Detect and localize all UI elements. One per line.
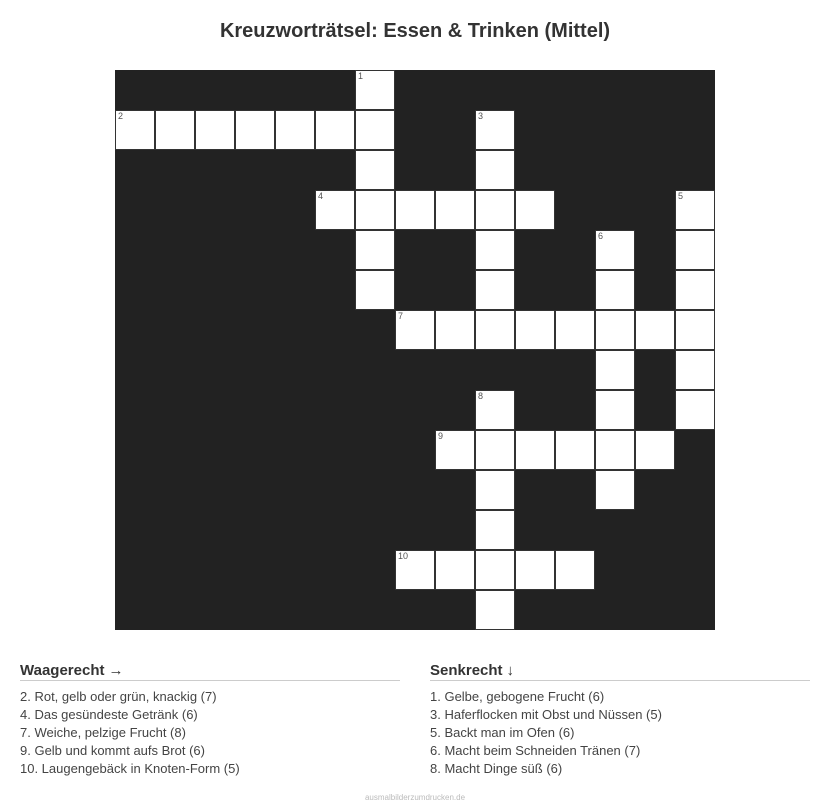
arrow-down-icon: ↓ — [506, 662, 515, 679]
grid-cell[interactable] — [115, 110, 155, 150]
grid-cell[interactable] — [675, 270, 715, 310]
grid-cell[interactable] — [675, 230, 715, 270]
clue-number: 10 — [398, 551, 409, 561]
grid-cell[interactable] — [555, 430, 595, 470]
grid-cell[interactable] — [475, 510, 515, 550]
grid-cell[interactable] — [475, 190, 515, 230]
down-clue: 6. Macht beim Schneiden Tränen (7) — [430, 743, 641, 758]
grid-cell[interactable] — [475, 470, 515, 510]
clue-number: 7 — [398, 311, 404, 321]
grid-cell[interactable] — [675, 390, 715, 430]
grid-cell[interactable] — [355, 230, 395, 270]
down-heading — [430, 662, 810, 681]
grid-cell[interactable] — [355, 190, 395, 230]
clue-number: 4 — [318, 191, 324, 201]
grid-cell[interactable] — [355, 70, 395, 110]
clue-number: 5 — [678, 191, 684, 201]
grid-cell[interactable] — [595, 430, 635, 470]
grid-cell[interactable] — [675, 190, 715, 230]
down-clue: 8. Macht Dinge süß (6) — [430, 761, 563, 776]
clue-number: 2 — [118, 111, 124, 121]
grid-cell[interactable] — [515, 550, 555, 590]
grid-cell[interactable] — [515, 190, 555, 230]
grid-cell[interactable] — [475, 150, 515, 190]
footer-credit: ausmalbilderzumdrucken.de — [364, 793, 466, 802]
grid-cell[interactable] — [355, 110, 395, 150]
grid-cell[interactable] — [435, 310, 475, 350]
grid-cell[interactable] — [635, 430, 675, 470]
grid-cell[interactable] — [595, 390, 635, 430]
grid-cell[interactable] — [555, 310, 595, 350]
clue-number: 1 — [358, 71, 364, 81]
grid-cell[interactable] — [315, 110, 355, 150]
grid-cell[interactable] — [595, 230, 635, 270]
grid-cell[interactable] — [355, 150, 395, 190]
across-heading — [20, 662, 400, 681]
grid-cell[interactable] — [595, 310, 635, 350]
grid-cell[interactable] — [555, 550, 595, 590]
grid-cell[interactable] — [235, 110, 275, 150]
across-clues — [20, 662, 400, 778]
across-heading-label: Waagerecht — [20, 662, 105, 679]
grid-cell[interactable] — [475, 430, 515, 470]
clue-number: 9 — [438, 431, 444, 441]
grid-cell[interactable] — [595, 350, 635, 390]
across-clue: 4. Das gesündeste Getränk (6) — [20, 707, 198, 722]
grid-cell[interactable] — [195, 110, 235, 150]
grid-cell[interactable] — [675, 310, 715, 350]
clue-number: 3 — [478, 111, 484, 121]
grid-cell[interactable] — [515, 310, 555, 350]
grid-cell[interactable] — [155, 110, 195, 150]
grid-cell[interactable] — [475, 550, 515, 590]
grid-cell[interactable] — [315, 190, 355, 230]
grid-cell[interactable] — [395, 190, 435, 230]
across-clue: 9. Gelb und kommt aufs Brot (6) — [20, 743, 205, 758]
arrow-right-icon: → — [108, 662, 124, 679]
down-clue: 3. Haferflocken mit Obst und Nüssen (5) — [430, 707, 662, 722]
page-title: Kreuzworträtsel: Essen & Trinken (Mittel) — [219, 20, 611, 42]
grid-cell[interactable] — [395, 310, 435, 350]
down-clue: 1. Gelbe, gebogene Frucht (6) — [430, 689, 605, 704]
grid-cell[interactable] — [675, 350, 715, 390]
grid-cell[interactable] — [475, 110, 515, 150]
grid-cell[interactable] — [395, 550, 435, 590]
grid-cell[interactable] — [515, 430, 555, 470]
across-clue: 2. Rot, gelb oder grün, knackig (7) — [20, 689, 217, 704]
grid-cell[interactable] — [435, 430, 475, 470]
across-clue: 10. Laugengebäck in Knoten-Form (5) — [20, 761, 240, 776]
grid-cell[interactable] — [595, 270, 635, 310]
grid-cell[interactable] — [355, 270, 395, 310]
across-clue: 7. Weiche, pelzige Frucht (8) — [20, 725, 186, 740]
down-clues — [430, 662, 810, 778]
crossword-grid — [115, 70, 715, 630]
grid-cell[interactable] — [475, 590, 515, 630]
clue-number: 8 — [478, 391, 484, 401]
grid-cell[interactable] — [475, 270, 515, 310]
grid-cell[interactable] — [275, 110, 315, 150]
grid-cell[interactable] — [475, 390, 515, 430]
grid-cell[interactable] — [435, 550, 475, 590]
grid-cell[interactable] — [595, 470, 635, 510]
clue-number: 6 — [598, 231, 604, 241]
grid-cell[interactable] — [435, 190, 475, 230]
grid-cell[interactable] — [475, 230, 515, 270]
down-heading-label: Senkrecht — [430, 662, 503, 679]
grid-cell[interactable] — [635, 310, 675, 350]
grid-cell[interactable] — [475, 310, 515, 350]
down-clue: 5. Backt man im Ofen (6) — [430, 725, 575, 740]
